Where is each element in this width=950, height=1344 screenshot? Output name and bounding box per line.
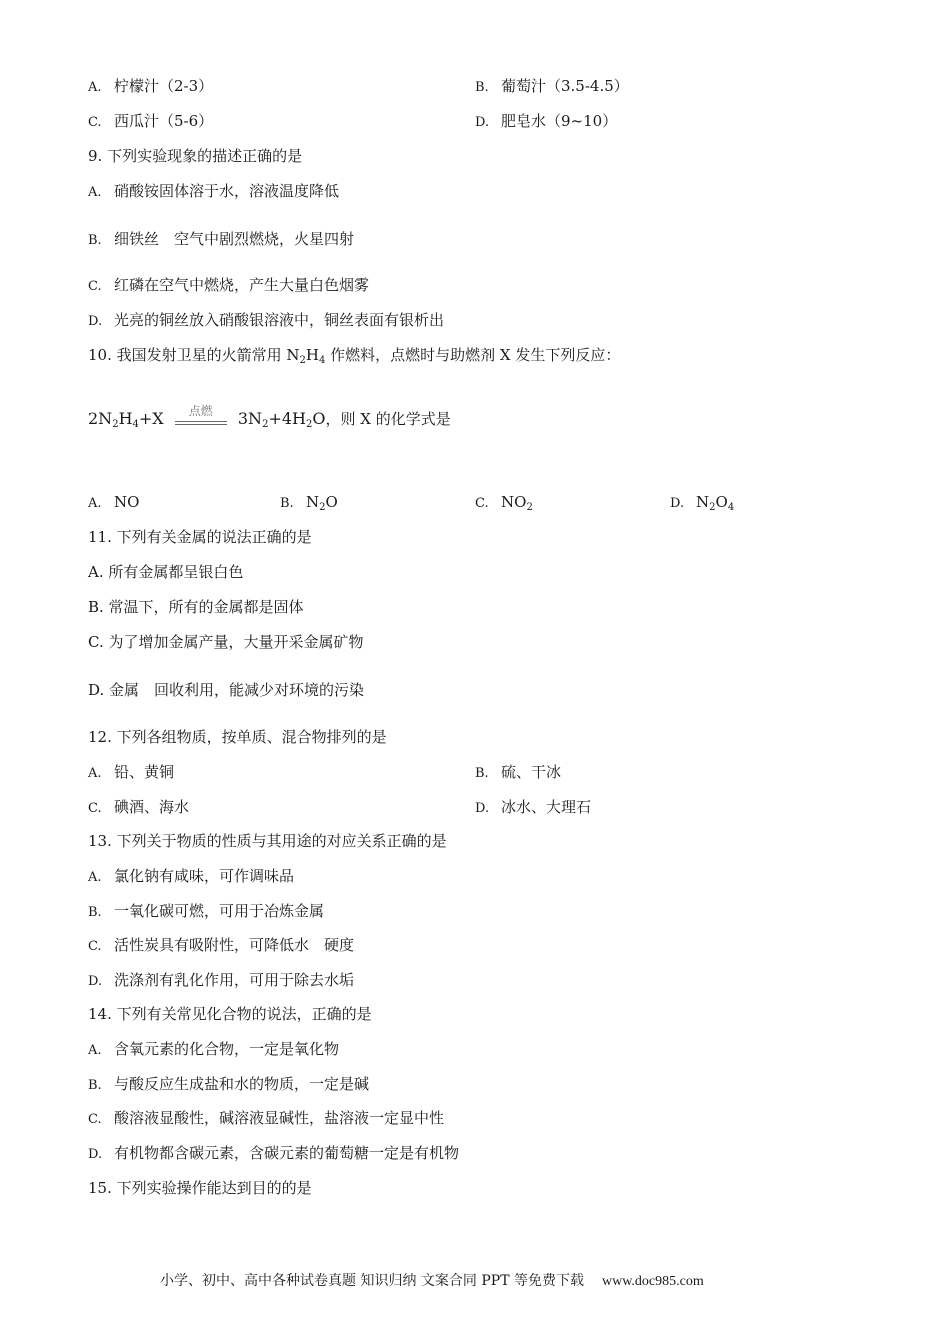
q10-option-c: C. $NO_2$	[475, 493, 533, 513]
q11-option-b: B. 常温下，所有的金属都是固体	[88, 598, 304, 616]
q11-stem: 11. 下列有关金属的说法正确的是	[88, 528, 312, 546]
reaction-equation: $2N_2H_4+X$ 点燃 $3N_2+4H_2O$，则 X 的化学式是	[88, 403, 451, 430]
q12-option-d: D. 冰水、大理石	[475, 798, 592, 816]
q10-option-b: B. $N_2O$	[280, 493, 338, 513]
q13-option-d: D. 洗涤剂有乳化作用，可用于除去水垢	[88, 971, 355, 989]
q9-option-c: C. 红磷在空气中燃烧，产生大量白色烟雾	[88, 276, 370, 294]
q8-option-a: A. 柠檬汁（2-3）	[88, 77, 214, 95]
page-footer	[160, 1270, 704, 1290]
q12-option-c: C. 碘酒、海水	[88, 798, 190, 816]
q11-option-d: D. 金属 回收利用，能减少对环境的污染	[88, 681, 365, 699]
q13-stem: 13. 下列关于物质的性质与其用途的对应关系正确的是	[88, 832, 447, 850]
q14-option-b: B. 与酸反应生成盐和水的物质，一定是碱	[88, 1075, 370, 1093]
q12-stem: 12. 下列各组物质，按单质、混合物排列的是	[88, 728, 387, 746]
q8-option-b: B. 葡萄汁（3.5-4.5）	[475, 77, 629, 95]
q9-option-a: A. 硝酸铵固体溶于水，溶液温度降低	[88, 182, 340, 200]
q14-option-a: A. 含氧元素的化合物，一定是氧化物	[88, 1040, 340, 1058]
footer-text: 小学、初中、高中各种试卷真题 知识归纳 文案合同 PPT 等免费下载	[160, 1273, 584, 1289]
q8-option-c: C. 西瓜汁（5-6）	[88, 112, 214, 130]
q14-option-c: C. 酸溶液显酸性，碱溶液显碱性，盐溶液一定显中性	[88, 1109, 445, 1127]
q14-stem: 14. 下列有关常见化合物的说法，正确的是	[88, 1005, 372, 1023]
reaction-arrow	[171, 403, 231, 430]
q10-option-d: D. $N_2O_4$	[670, 493, 735, 513]
q10-stem: 10. 我国发射卫星的火箭常用 $N_2H_4$ 作燃料，点燃时与助燃剂 X 发生下列反应：	[88, 346, 621, 366]
q9-option-d: D. 光亮的铜丝放入硝酸银溶液中，铜丝表面有银析出	[88, 311, 445, 329]
q13-option-c: C. 活性炭具有吸附性，可降低水 硬度	[88, 936, 355, 954]
q15-stem: 15. 下列实验操作能达到目的的是	[88, 1179, 312, 1197]
q11-option-a: A. 所有金属都呈银白色	[88, 563, 244, 581]
q12-option-a: A. 铅、黄铜	[88, 763, 175, 781]
q9-option-b: B. 细铁丝 空气中剧烈燃烧，火星四射	[88, 230, 355, 248]
reaction-condition: 点燃	[188, 403, 213, 418]
q8-option-d: D. 肥皂水（9~10）	[475, 112, 618, 130]
q10-option-a: A. NO	[88, 493, 140, 511]
q14-option-d: D. 有机物都含碳元素，含碳元素的葡萄糖一定是有机物	[88, 1144, 460, 1162]
q11-option-c: C. 为了增加金属产量，大量开采金属矿物	[88, 633, 364, 651]
footer-site-link[interactable]: www.doc985.com	[601, 1274, 704, 1289]
q13-option-b: B. 一氧化碳可燃，可用于冶炼金属	[88, 902, 325, 920]
q12-option-b: B. 硫、干冰	[475, 763, 562, 781]
q13-option-a: A. 氯化钠有咸味，可作调味品	[88, 867, 295, 885]
q9-stem: 9. 下列实验现象的描述正确的是	[88, 147, 303, 165]
